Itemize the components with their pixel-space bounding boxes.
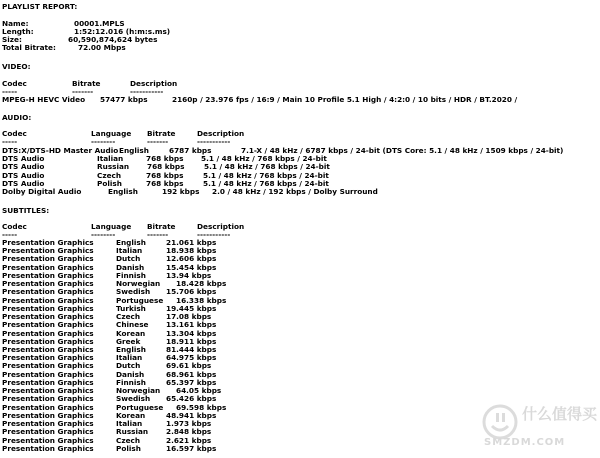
- audio-col-header: Description: [197, 129, 245, 138]
- subtitle-row-language: Czech: [116, 435, 141, 445]
- subtitle-row-bitrate: 17.08 kbps: [166, 312, 212, 322]
- video-row-cell: 2160p / 23.976 fps / 16:9 / Main 10 Profile 5.1 High / 4:2:0 / 10 bits / HDR / BT.2020 /: [172, 95, 518, 104]
- subtitle-row-codec: Presentation Graphics: [2, 312, 94, 322]
- subtitle-row-bitrate: 2.848 kbps: [166, 427, 212, 437]
- video-heading: VIDEO:: [2, 62, 31, 71]
- subtitle-row-bitrate: 69.61 kbps: [166, 361, 212, 371]
- audio-row-cell: DTS:X/DTS-HD Master Audio: [2, 146, 119, 155]
- subtitle-row-language: Norwegian: [116, 279, 161, 289]
- subtitle-row-language: Swedish: [116, 287, 151, 297]
- audio-row-cell: DTS Audio: [2, 178, 45, 188]
- subtitle-row-bitrate: 13.304 kbps: [166, 328, 217, 338]
- subtitle-row-bitrate: 1.973 kbps: [166, 419, 212, 429]
- audio-row-cell: Dolby Digital Audio: [2, 187, 82, 196]
- audio-col-divider: -----------: [197, 137, 231, 146]
- subtitle-row-language: Greek: [116, 336, 141, 346]
- subtitle-row-bitrate: 64.975 kbps: [166, 353, 217, 363]
- subtitle-row-codec: Presentation Graphics: [2, 427, 94, 437]
- subtitle-row-bitrate: 18.938 kbps: [166, 246, 217, 256]
- subtitle-row-bitrate: 13.94 kbps: [166, 270, 212, 280]
- watermark-logo: [482, 404, 598, 452]
- subtitle-row-language: English: [116, 238, 146, 247]
- audio-row-cell: English: [119, 146, 149, 155]
- subtitle-row-bitrate: 68.961 kbps: [166, 369, 217, 379]
- subtitle-row-language: Danish: [116, 262, 145, 272]
- audio-row-cell: English: [108, 187, 138, 196]
- subtitle-row-codec: Presentation Graphics: [2, 328, 94, 338]
- subtitle-row-language: Norwegian: [116, 386, 161, 396]
- video-col-divider: -------: [72, 87, 94, 96]
- video-row-cell: MPEG-H HEVC Video: [2, 95, 86, 104]
- subtitle-row-bitrate: 2.621 kbps: [166, 435, 212, 445]
- subtitle-row-language: Chinese: [116, 320, 149, 330]
- audio-row-cell: 768 kbps: [146, 170, 184, 180]
- subtitle-row-bitrate: 15.454 kbps: [166, 262, 217, 272]
- audio-col-header: Codec: [2, 129, 27, 138]
- report-field-label: Size:: [2, 35, 22, 44]
- subtitle-row-codec: Presentation Graphics: [2, 377, 94, 387]
- audio-row-cell: 5.1 / 48 kHz / 768 kbps / 24-bit: [203, 178, 329, 188]
- report-field-value: 60,590,874,624 bytes: [68, 35, 158, 44]
- audio-row-cell: Russian: [97, 162, 130, 172]
- subtitle-row-codec: Presentation Graphics: [2, 254, 94, 264]
- subtitle-row-language: Swedish: [116, 394, 151, 404]
- subtitle-row-language: English: [116, 344, 146, 354]
- subtitle-row-codec: Presentation Graphics: [2, 287, 94, 297]
- video-col-header: Description: [130, 79, 178, 88]
- subtitle-row-bitrate: 18.911 kbps: [166, 336, 217, 346]
- subtitle-row-language: Dutch: [116, 254, 141, 264]
- subtitle-row-language: Turkish: [116, 303, 146, 313]
- audio-row-cell: 768 kbps: [147, 162, 185, 172]
- subtitle-row-codec: Presentation Graphics: [2, 410, 94, 420]
- subtitle-row-codec: Presentation Graphics: [2, 303, 94, 313]
- video-col-divider: -----------: [130, 87, 164, 96]
- watermark-brand-cn: 什么值得买: [522, 405, 598, 423]
- subtitle-row-codec: Presentation Graphics: [2, 443, 94, 453]
- subtitle-row-codec: Presentation Graphics: [2, 279, 94, 289]
- subtitle-row-codec: Presentation Graphics: [2, 402, 94, 412]
- audio-row-cell: 7.1-X / 48 kHz / 6787 kbps / 24-bit (DTS Core: 5.1 / 48 kHz / 1509 kbps / 24-bit): [241, 146, 564, 155]
- audio-row-cell: Czech: [97, 170, 122, 180]
- subtitle-row-bitrate: 65.426 kbps: [166, 394, 217, 404]
- audio-col-divider: -------: [147, 137, 169, 146]
- audio-col-divider: -----: [2, 137, 18, 146]
- subtitle-row-codec: Presentation Graphics: [2, 295, 94, 305]
- audio-row-cell: 5.1 / 48 kHz / 768 kbps / 24-bit: [203, 170, 329, 180]
- subtitle-row-codec: Presentation Graphics: [2, 320, 94, 330]
- watermark-brand-en: SMZDM.COM: [484, 437, 566, 448]
- subtitle-row-language: Italian: [116, 246, 143, 256]
- video-col-header: Codec: [2, 79, 27, 88]
- subtitle-row-bitrate: 69.598 kbps: [176, 402, 227, 412]
- audio-row-cell: 2.0 / 48 kHz / 192 kbps / Dolby Surround: [212, 187, 378, 196]
- subtitle-col-divider: -----------: [197, 230, 231, 239]
- report-field-label: Total Bitrate:: [2, 43, 56, 52]
- subtitle-col-divider: --------: [91, 230, 116, 239]
- video-row-cell: 57477 kbps: [100, 95, 148, 104]
- audio-row-cell: DTS Audio: [2, 154, 45, 164]
- subtitle-col-header: Language: [91, 222, 132, 231]
- subtitle-row-bitrate: 13.161 kbps: [166, 320, 217, 330]
- audio-heading: AUDIO:: [2, 113, 32, 122]
- report-field-value: 00001.MPLS: [74, 19, 125, 28]
- subtitle-row-codec: Presentation Graphics: [2, 246, 94, 256]
- subtitle-row-codec: Presentation Graphics: [2, 238, 94, 247]
- subtitle-row-codec: Presentation Graphics: [2, 394, 94, 404]
- subtitle-col-divider: -------: [147, 230, 169, 239]
- subtitle-col-divider: -----: [2, 230, 18, 239]
- report-field-label: Name:: [2, 19, 29, 28]
- subtitle-row-language: Italian: [116, 419, 143, 429]
- subtitle-row-codec: Presentation Graphics: [2, 344, 94, 354]
- subtitle-row-codec: Presentation Graphics: [2, 435, 94, 445]
- subtitle-row-codec: Presentation Graphics: [2, 419, 94, 429]
- subtitle-row-codec: Presentation Graphics: [2, 262, 94, 272]
- subtitle-row-bitrate: 65.397 kbps: [166, 377, 217, 387]
- audio-row-cell: 768 kbps: [146, 178, 184, 188]
- subtitle-row-bitrate: 48.941 kbps: [166, 410, 217, 420]
- subtitle-row-bitrate: 19.445 kbps: [166, 303, 217, 313]
- subtitle-col-header: Description: [197, 222, 245, 231]
- subtitle-row-language: Russian: [116, 427, 149, 437]
- subtitle-row-language: Korean: [116, 328, 146, 338]
- subtitle-row-language: Finnish: [116, 377, 146, 387]
- subtitle-col-header: Bitrate: [147, 222, 176, 231]
- subtitle-row-language: Danish: [116, 369, 145, 379]
- video-col-divider: -----: [2, 87, 18, 96]
- subtitles-heading: SUBTITLES:: [2, 206, 50, 215]
- subtitle-row-bitrate: 18.428 kbps: [176, 279, 227, 289]
- subtitle-row-language: Italian: [116, 353, 143, 363]
- smzdm-logo-icon: [482, 404, 518, 440]
- subtitle-row-language: Finnish: [116, 270, 146, 280]
- audio-row-cell: Italian: [97, 154, 124, 164]
- subtitle-row-bitrate: 15.706 kbps: [166, 287, 217, 297]
- audio-row-cell: DTS Audio: [2, 170, 45, 180]
- subtitle-row-bitrate: 81.444 kbps: [166, 344, 217, 354]
- subtitle-row-bitrate: 16.597 kbps: [166, 443, 217, 453]
- subtitle-row-language: Dutch: [116, 361, 141, 371]
- subtitle-row-language: Czech: [116, 312, 141, 322]
- audio-row-cell: 5.1 / 48 kHz / 768 kbps / 24-bit: [204, 162, 330, 172]
- subtitle-row-bitrate: 16.338 kbps: [176, 295, 227, 305]
- subtitle-row-language: Polish: [116, 443, 141, 453]
- subtitle-row-language: Portuguese: [116, 402, 164, 412]
- subtitle-row-bitrate: 21.061 kbps: [166, 238, 217, 247]
- subtitle-row-codec: Presentation Graphics: [2, 369, 94, 379]
- audio-col-divider: --------: [91, 137, 116, 146]
- audio-row-cell: 5.1 / 48 kHz / 768 kbps / 24-bit: [201, 154, 327, 164]
- playlist-report-heading: PLAYLIST REPORT:: [2, 2, 78, 11]
- subtitle-row-language: Portuguese: [116, 295, 164, 305]
- audio-row-cell: Polish: [97, 178, 122, 188]
- audio-col-header: Language: [91, 129, 132, 138]
- subtitle-col-header: Codec: [2, 222, 27, 231]
- report-field-value: 72.00 Mbps: [78, 43, 126, 52]
- subtitle-row-codec: Presentation Graphics: [2, 386, 94, 396]
- audio-row-cell: 192 kbps: [162, 187, 200, 196]
- subtitle-row-bitrate: 12.606 kbps: [166, 254, 217, 264]
- audio-row-cell: 6787 kbps: [169, 146, 212, 155]
- audio-row-cell: DTS Audio: [2, 162, 45, 172]
- subtitle-row-codec: Presentation Graphics: [2, 353, 94, 363]
- subtitle-row-codec: Presentation Graphics: [2, 336, 94, 346]
- video-col-header: Bitrate: [72, 79, 101, 88]
- subtitle-row-codec: Presentation Graphics: [2, 361, 94, 371]
- report-field-label: Length:: [2, 27, 34, 36]
- audio-row-cell: 768 kbps: [146, 154, 184, 164]
- audio-col-header: Bitrate: [147, 129, 176, 138]
- report-field-value: 1:52:12.016 (h:m:s.ms): [74, 27, 171, 36]
- subtitle-row-language: Korean: [116, 410, 146, 420]
- subtitle-row-bitrate: 64.05 kbps: [176, 386, 222, 396]
- subtitle-row-codec: Presentation Graphics: [2, 270, 94, 280]
